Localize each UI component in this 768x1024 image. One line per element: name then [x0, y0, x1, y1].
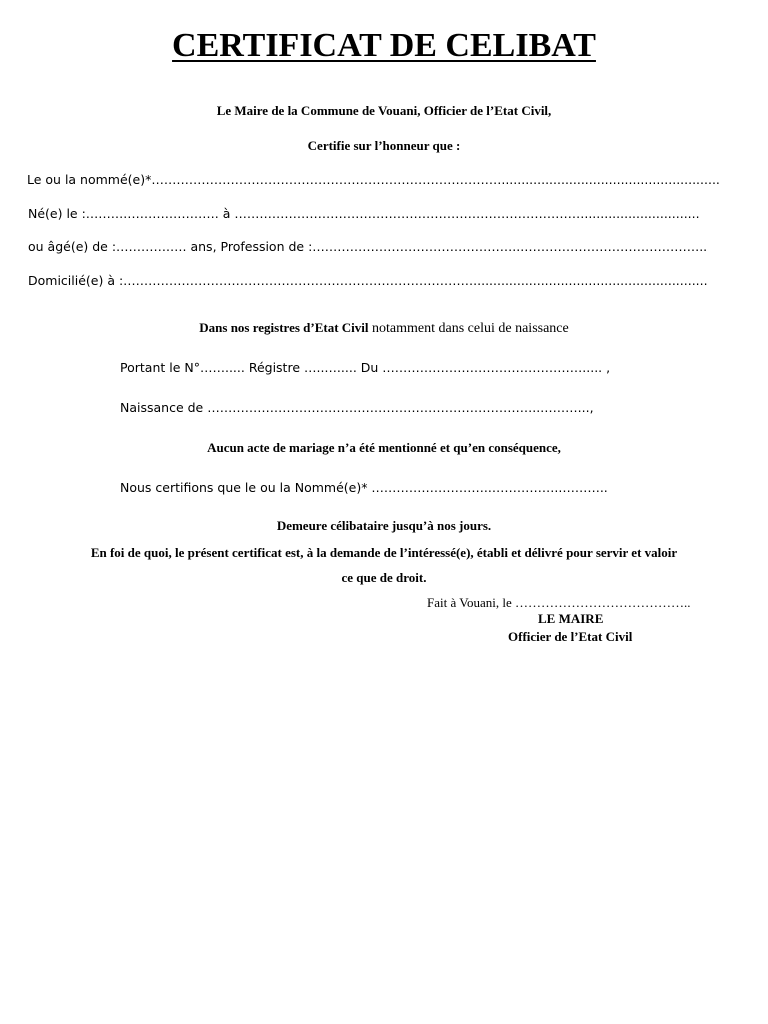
residence-field-line: Domicilié(e) à :…………………………………………………………………………........................................................... — [28, 273, 708, 288]
naissance-line: Naissance de ……………………………………………………………………..………..., — [120, 400, 594, 415]
signature-subtitle: Officier de l’Etat Civil — [508, 629, 633, 644]
celibate-statement: Demeure célibataire jusqu’à nos jours. — [276, 518, 492, 533]
closing-line-2: ce que de droit. — [341, 570, 427, 585]
portant-line: Portant le N°……..... Régistre …..…..... Du …………………………………………..... , — [120, 360, 611, 375]
closing-line-1: En foi de quoi, le présent certificat est, à la demande de l’intéressé(e), établi et délivré pour servir et valoir — [90, 545, 678, 560]
signature-title: LE MAIRE — [538, 611, 604, 626]
no-marriage-line: Aucun acte de mariage n’a été mentionné et qu’en conséquence, — [207, 440, 561, 455]
certifies-line: Certifie sur l’honneur que : — [307, 138, 461, 153]
place-date-line: Fait à Vouani, le ………………………………….. — [427, 595, 691, 610]
registers-bold-text: Dans nos registres d’Etat Civil — [199, 320, 369, 335]
registers-rest-text: notamment dans celui de naissance — [368, 321, 569, 336]
registers-line — [0, 320, 768, 337]
birth-field-line: Né(e) le :……….…………………. à …………………………………………………………………………............................. — [28, 206, 700, 221]
document-title: CERTIFICAT DE CELIBAT — [172, 27, 596, 64]
age-profession-field-line: ou âgé(e) de :………….…. ans, Profession de :…………………………………………...…………………………………….. — [28, 239, 708, 254]
mayor-heading: Le Maire de la Commune de Vouani, Officier de l’Etat Civil, — [216, 103, 552, 118]
certify-name-line: Nous certifions que le ou la Nommé(e)* ………………………..……………..……….. — [120, 480, 608, 495]
name-field-line: Le ou la nommé(e)*…………………………………………………………………………....................................................... — [27, 172, 720, 187]
